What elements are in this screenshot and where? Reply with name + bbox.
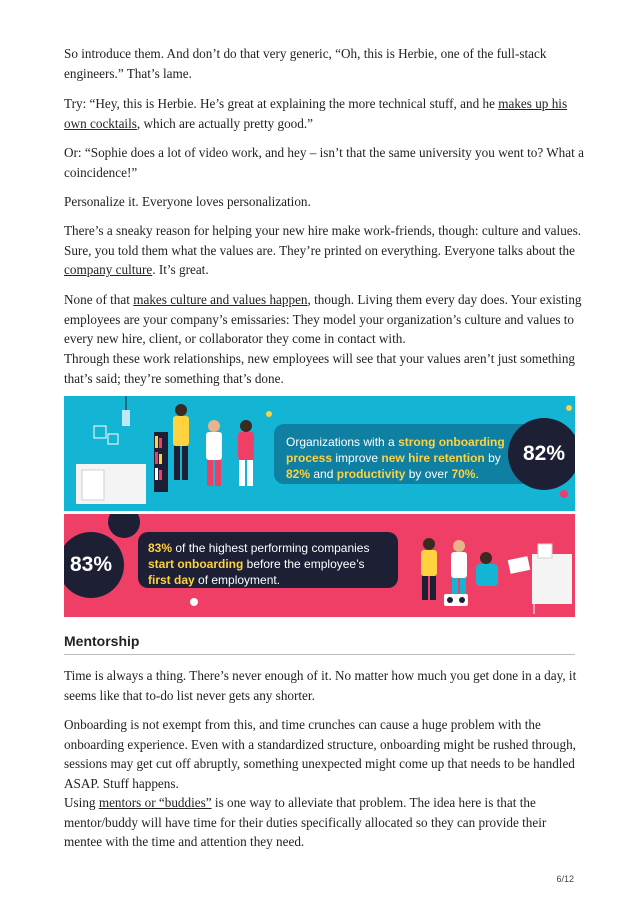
paragraph-onboarding-time: Onboarding is not exempt from this, and time crunches can cause a huge problem with the onboarding experience. Even with a standardized structure, onboarding might be rushed through, sessions may get cut off abruptly, something unexpected might come up that needs to be handled ASAP. Stuff happens. (64, 717, 576, 791)
link-cocktails[interactable]: makes up his own cocktails (64, 96, 568, 131)
infographic-banner-retention (64, 396, 575, 511)
paragraph-sophie: Or: “Sophie does a lot of video work, and hey – isn’t that the same university you went to? What a coincidence!” (64, 145, 584, 180)
paragraph-text: , though. Living them every day does. Your existing employees are your company’s emissaries: They model your organization’s culture and values to every new hire, client, or collaborator they come in contact with. (64, 292, 582, 346)
stat-82-badge: 82% (508, 418, 575, 490)
paragraph-text: is one way to alleviate that problem. The idea here is that the mentor/buddy will have time for their duties specifically allocated so they can provide their mentee with the time and attention they need. (64, 795, 547, 849)
link-company-culture[interactable]: company culture (64, 262, 153, 277)
link-mentors-buddies[interactable]: mentors or “buddies” (98, 795, 212, 810)
callout-first-day-text: 83% of the highest performing companies start onboarding before the employee’s first day of employment. (148, 541, 370, 587)
section-heading-mentorship: Mentorship (64, 633, 575, 655)
page-number: 6/12 (556, 874, 574, 884)
callout-retention-text: Organizations with a strong onboarding process improve new hire retention by 82% and productivity by over 70%. (286, 435, 505, 481)
paragraph-values (64, 290, 584, 349)
paragraph-personalize: Personalize it. Everyone loves personalization. (64, 194, 311, 209)
paragraph-text: . It’s great. (152, 262, 209, 277)
stat-83-badge: 83% (64, 532, 124, 598)
paragraph-relationships: Through these work relationships, new employees will see that your values aren’t just something that’s said; they’re something that’s done. (64, 351, 576, 386)
paragraph-culture (64, 221, 584, 280)
infographic-banner-first-day (64, 514, 575, 617)
paragraph-intro: So introduce them. And don’t do that very generic, “Oh, this is Herbie, one of the full-stack engineers.” That’s lame. (64, 46, 547, 81)
paragraph-text: , which are actually pretty good.” (136, 115, 314, 131)
paragraph-text: There’s a sneaky reason for helping your new hire make work-friends, though: culture and values. Sure, you told them what the values are. They’re printed on everything. Everyone talks about the (64, 223, 582, 258)
paragraph-text: Try: “Hey, this is Herbie. He’s great at explaining the more technical stuff, and he (64, 96, 499, 111)
paragraph-text: None of that (64, 292, 134, 307)
paragraph-text: Using (64, 795, 99, 810)
paragraph-time: Time is always a thing. There’s never enough of it. No matter how much you get done in a day, it seems like that to-do list never gets any shorter. (64, 668, 577, 703)
paragraph-mentors (64, 793, 584, 852)
link-culture-values[interactable]: makes culture and values happen (133, 292, 308, 307)
paragraph-herbie (64, 94, 584, 133)
